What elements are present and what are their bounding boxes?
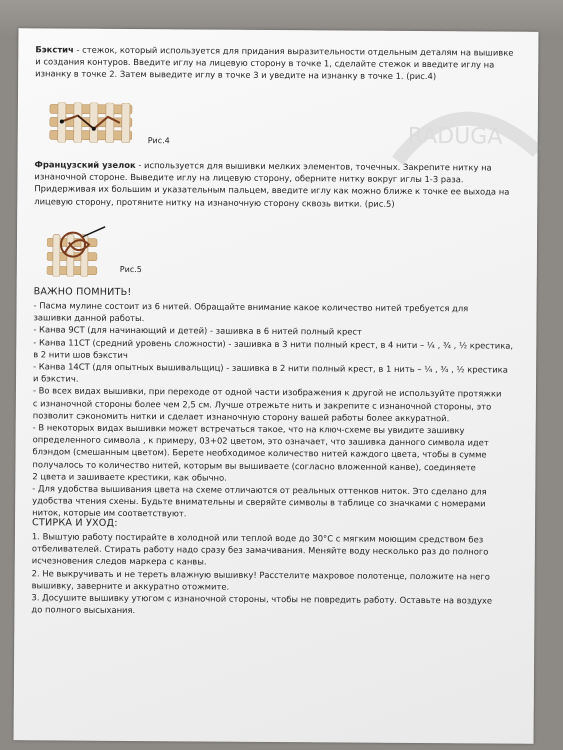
backstitch-term: Бэкстич [35,44,74,55]
remember-line: с изнаночной стороны более чем 2,5 см. Лучше отрежьте нить и закрепите с изнаночной стороны, это [32,397,492,412]
remember-line: - Во всех видах вышивки, при переходе от одной части изображения к другой не используйте протяжки [32,385,502,399]
backstitch-line1: - стежок, который используется для придания выразительности отдельным деталям на вышивке [73,44,514,58]
figure-4-caption: Рис.4 [147,136,170,146]
french-knot-line3: Придерживая их большим и указательным пальцем, введите иглу как можно ближе к точке ее выхода на [34,183,510,198]
remember-line: ниток, которые им соответствуют. [32,507,187,519]
french-knot-line4: лицевую сторону, протяните нитку на изнаночную сторону сквозь витки. (рис.5) [34,195,395,209]
remember-line: и бэкстич. [33,373,79,384]
care-line: 2. Не выкручивать и не тереть влажную вышивку! Расстелите махровое полотенце, положите на него [31,567,490,582]
care-line: отбеливателей. Стирать работу надо сразу без замачивания. Меняйте воду несколько раз до полного [31,543,489,557]
remember-line: в 2 нити шов бэкстич [33,349,128,360]
care-line: 1. Выштую работу постирайте в холодной или теплой воде до 30°С с мягким моющим средством без [31,531,484,545]
remember-line: блэндом (смешанным цветом). Берете необходимое количество нитей каждого цвета, чтобы в сумме [32,446,487,460]
remember-heading: ВАЖНО ПОМНИТЬ! [33,286,132,298]
care-line: исчезновения следов маркера с канвы. [31,555,207,567]
remember-line: - Пасма мулине состоит из 6 нитей. Обращайте внимание какое количество нитей требуется для [33,300,469,314]
raduga-watermark [368,91,549,172]
care-line: 3. Досушите вышивку утюгом с изнаночной стороны, чтобы не повредить работу. Оставьте на воздухе [31,592,493,606]
backstitch-diagram [48,102,134,143]
remember-line: позволит сэкономить нитки и сделает изнаночную сторону вашей работы более аккуратной. [32,410,450,424]
remember-line: удобства чтения схены. Будьте внимательны и сверяйте символы в таблице со значками с номерами [32,495,486,509]
french-knot-term: Французский узелок [34,159,136,171]
care-line: вышивку, заверните и аккуратно отожмите. [31,580,230,592]
remember-list [32,299,513,522]
french-knot-line1: - используется для вышивки мелких элементов, точечных. Закрепите нитку на [135,160,492,173]
watermark-text: RADUGA [407,123,503,150]
french-knot-text [34,158,509,210]
remember-line: - Канва 9СТ (для начинающий и детей) - зашивка в 6 нитей полный крест [33,324,362,338]
french-knot-line2: изнаночной стороне. Выведите иглу на лицевую сторону, оберните нитку вокруг иглы 1-3 раза. [34,171,464,185]
remember-line: зашивки данной работы. [33,312,145,324]
remember-line: получалось то количество нитей, которым вы вышиваете (согласно вложенной канве), соединяете [32,458,476,473]
remember-line: 2 цвета и зашиваете крестики, как обычно. [32,471,227,483]
backstitch-line3: изнанку в точке 2. Затем выведите иглу в точке 3 и уведите на изнанку в точке 1. (рис.4) [35,68,437,82]
remember-line: - Канва 11СТ (средний уровень сложности) - зашивка в 3 нити полный крест, в 4 нити – ¼ , ¾ , ½ крестика, [33,336,514,351]
backstitch-text [35,43,513,83]
backstitch-line2: и создания контуров. Введите иглу на лицевую сторону в точке 1, сделайте стежок и введите иглу на [35,56,495,70]
french-knot-diagram [47,222,109,276]
remember-line: определенного символа , к примеру, 03+02 цветом, это означает, что зашивка данного символа идет [32,434,489,448]
figure-5-caption: Рис.5 [119,264,142,275]
care-line: до полного высыхания. [31,604,136,616]
remember-line: - Для удобства вышивания цвета на схеме отличаются от реальных оттенков ниток. Это сделано для [32,483,487,497]
remember-line: - Канва 14СТ (для опытных вышивальщиц) - зашивка в 2 нити полный крест, в 1 нить – ¼ , ¾ , ½ крестика [33,361,508,375]
care-heading: СТИРКА И УХОД: [32,517,118,529]
instruction-sheet [14,28,539,744]
remember-line: - В некоторых видах вышивки может встречаться такое, что на ключ-схеме вы увидите зашивку [32,422,465,436]
care-list [31,530,492,619]
